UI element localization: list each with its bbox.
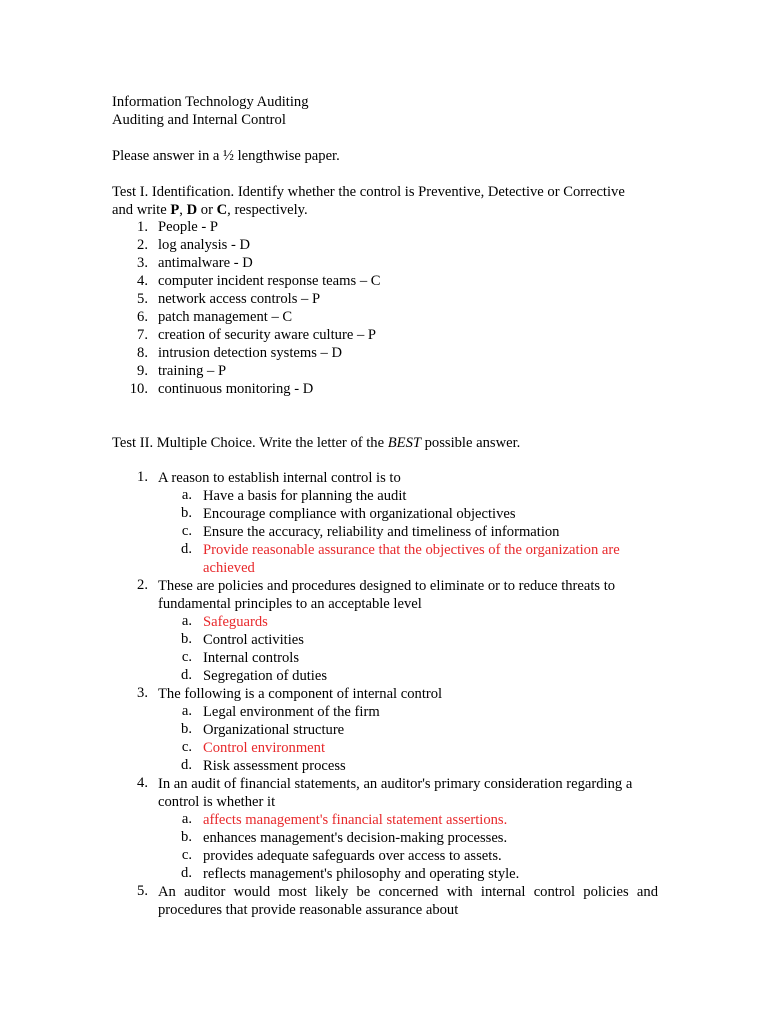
option-text: reflects management's philosophy and operating style. xyxy=(203,866,520,882)
separator: or xyxy=(197,202,217,218)
question-number: 1. xyxy=(137,469,148,485)
question-number: 3. xyxy=(137,685,148,701)
item-text: network access controls – P xyxy=(158,291,321,307)
option-text-answer: Provide reasonable assurance that the objectives of the organization are achieved xyxy=(203,542,620,576)
item-number: 5. xyxy=(137,291,148,307)
option-text: Legal environment of the firm xyxy=(203,704,380,720)
option-letter: c. xyxy=(181,847,192,863)
question-text: The following is a component of internal control xyxy=(158,686,443,702)
question-number: 5. xyxy=(137,883,148,899)
question-text: These are policies and procedures designed to eliminate or to reduce threats to fundamental principles to an acceptable level xyxy=(158,578,616,612)
option-letter: b. xyxy=(181,721,192,737)
option-letter: a. xyxy=(181,703,192,719)
item-number: 3. xyxy=(137,255,148,271)
question-text: In an audit of financial statements, an auditor's primary consideration regarding a control is whether it xyxy=(158,776,633,810)
option-text: enhances management's decision-making processes. xyxy=(203,830,508,846)
item-text: patch management – C xyxy=(158,309,293,325)
option-letter: b. xyxy=(181,631,192,647)
item-text: training – P xyxy=(158,363,227,379)
item-number: 8. xyxy=(137,345,148,361)
emphasis-best: BEST xyxy=(387,435,421,451)
option-letter: d. xyxy=(181,541,192,557)
item-number: 6. xyxy=(137,309,148,325)
option-text-answer: Safeguards xyxy=(203,614,268,630)
instructions: Please answer in a ½ lengthwise paper. xyxy=(112,148,340,164)
test1-heading-line2 xyxy=(112,201,308,219)
option-text-answer: affects management's financial statement assertions. xyxy=(203,812,508,828)
option-letter: c. xyxy=(181,739,192,755)
test2-text: Test II. Multiple Choice. Write the letter of the xyxy=(112,435,388,451)
option-text: Risk assessment process xyxy=(203,758,346,774)
item-text: continuous monitoring - D xyxy=(158,381,314,397)
option-text-answer: Control environment xyxy=(203,740,326,756)
option-letter: b. xyxy=(181,505,192,521)
item-number: 4. xyxy=(137,273,148,289)
item-number: 10. xyxy=(129,381,148,397)
item-number: 2. xyxy=(137,237,148,253)
bold-letter-p: P xyxy=(170,202,180,218)
option-text: Segregation of duties xyxy=(203,668,328,684)
option-text: provides adequate safeguards over access to assets. xyxy=(203,848,502,864)
item-number: 7. xyxy=(137,327,148,343)
item-text: antimalware - D xyxy=(158,255,253,271)
question-number: 4. xyxy=(137,775,148,791)
item-text: People - P xyxy=(158,219,218,235)
option-letter: d. xyxy=(181,757,192,773)
option-letter: a. xyxy=(181,487,192,503)
option-text: Internal controls xyxy=(203,650,300,666)
test2-text: possible answer. xyxy=(420,435,521,451)
bold-letter-d: D xyxy=(186,202,198,218)
item-number: 9. xyxy=(137,363,148,379)
bold-letter-c: C xyxy=(216,202,228,218)
question-text: A reason to establish internal control is to xyxy=(158,470,401,486)
test1-text: and write xyxy=(112,202,171,218)
option-letter: a. xyxy=(181,811,192,827)
document-subtitle: Auditing and Internal Control xyxy=(112,112,286,128)
option-text: Control activities xyxy=(203,632,304,648)
document-title: Information Technology Auditing xyxy=(112,94,309,110)
question-number: 2. xyxy=(137,577,148,593)
option-letter: d. xyxy=(181,865,192,881)
option-text: Have a basis for planning the audit xyxy=(203,488,407,504)
item-text: computer incident response teams – C xyxy=(158,273,381,289)
question-text: An auditor would most likely be concerned with internal control policies and procedures that provide reasonable assurance about xyxy=(158,884,658,918)
option-text: Organizational structure xyxy=(203,722,345,738)
option-text: Ensure the accuracy, reliability and timeliness of information xyxy=(203,524,560,540)
item-text: log analysis - D xyxy=(158,237,251,253)
test2-heading xyxy=(112,434,520,452)
option-letter: c. xyxy=(181,649,192,665)
option-letter: a. xyxy=(181,613,192,629)
option-letter: b. xyxy=(181,829,192,845)
option-text: Encourage compliance with organizational objectives xyxy=(203,506,516,522)
option-letter: c. xyxy=(181,523,192,539)
item-text: creation of security aware culture – P xyxy=(158,327,377,343)
test1-text: , respectively. xyxy=(227,202,308,218)
item-number: 1. xyxy=(137,219,148,235)
test1-heading: Test I. Identification. Identify whether the control is Preventive, Detective or Corrective xyxy=(112,184,625,200)
item-text: intrusion detection systems – D xyxy=(158,345,343,361)
option-letter: d. xyxy=(181,667,192,683)
separator: , xyxy=(179,202,187,218)
